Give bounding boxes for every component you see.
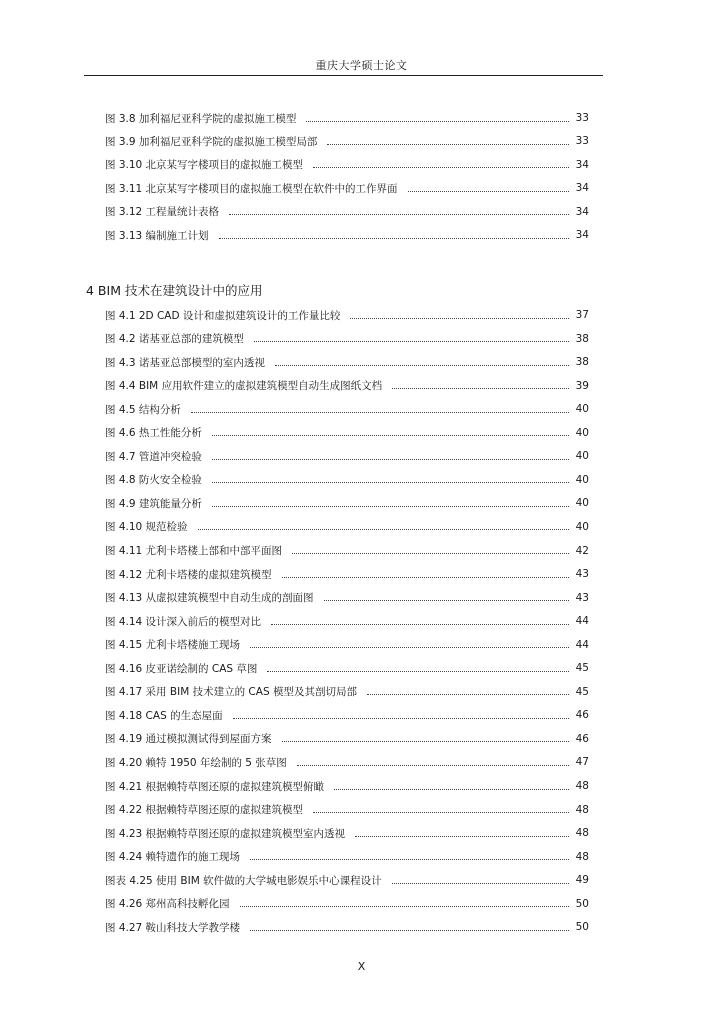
dot-leader xyxy=(229,214,569,215)
toc-entry-label: 图 4.23 根据赖特草图还原的虚拟建筑模型室内透视 xyxy=(105,827,346,840)
toc-entry-page: 43 xyxy=(575,568,589,581)
toc-entry-page: 34 xyxy=(575,158,589,171)
toc-entry[interactable] xyxy=(105,637,589,653)
toc-entry[interactable] xyxy=(105,307,589,323)
toc-entry[interactable] xyxy=(105,919,589,935)
toc-entry[interactable] xyxy=(105,731,589,747)
toc-entry-page: 48 xyxy=(575,780,589,792)
dot-leader xyxy=(367,694,569,695)
toc-entry[interactable] xyxy=(105,401,589,417)
toc-entry-label: 图 4.12 尤利卡塔楼的虚拟建筑模型 xyxy=(105,568,272,581)
dot-leader xyxy=(350,318,569,319)
dot-leader xyxy=(324,600,569,601)
toc-entry-label: 图 4.2 诺基亚总部的建筑模型 xyxy=(105,333,244,346)
dot-leader xyxy=(313,167,569,168)
toc-entry-page: 45 xyxy=(575,685,589,698)
toc-entry[interactable] xyxy=(105,872,589,888)
toc-entry-label: 图 3.8 加利福尼亚科学院的虚拟施工模型 xyxy=(105,112,297,125)
dot-leader xyxy=(254,341,569,342)
toc-entry[interactable] xyxy=(105,354,589,370)
toc-entry-label: 图 4.19 通过模拟测试得到屋面方案 xyxy=(105,733,272,746)
dot-leader xyxy=(212,482,569,483)
toc-entry-page: 40 xyxy=(575,473,589,486)
toc-entry[interactable] xyxy=(105,754,589,770)
toc-entry-page: 50 xyxy=(575,921,589,934)
toc-entry-label: 图 4.13 从虚拟建筑模型中自动生成的剖面图 xyxy=(105,592,314,605)
dot-leader xyxy=(292,553,569,554)
toc-entry-page: 44 xyxy=(575,638,589,651)
dot-leader xyxy=(275,365,569,366)
dot-leader xyxy=(240,906,569,907)
toc-entry-label: 图 4.14 设计深入前后的模型对比 xyxy=(105,615,262,628)
dot-leader xyxy=(408,191,569,192)
dot-leader xyxy=(313,812,569,813)
dot-leader xyxy=(282,577,569,578)
dot-leader xyxy=(250,647,569,648)
toc-entry-page: 47 xyxy=(575,756,589,769)
toc-entry-label: 图 4.17 采用 BIM 技术建立的 CAS 模型及其剖切局部 xyxy=(105,686,357,699)
toc-entry[interactable] xyxy=(105,849,589,865)
header-rule xyxy=(84,75,603,76)
toc-entry-label: 图 3.11 北京某写字楼项目的虚拟施工模型在软件中的工作界面 xyxy=(105,182,398,195)
section-heading: 4 BIM 技术在建筑设计中的应用 xyxy=(86,283,263,298)
toc-entry-page: 34 xyxy=(575,229,589,241)
toc-entry[interactable] xyxy=(105,613,589,629)
toc-entry-page: 48 xyxy=(575,803,589,816)
dot-leader xyxy=(219,238,569,239)
toc-entry[interactable] xyxy=(105,590,589,606)
toc-entry-page: 34 xyxy=(575,182,589,195)
toc-entry[interactable] xyxy=(105,378,589,394)
toc-entry-page: 46 xyxy=(575,732,589,745)
dot-leader xyxy=(250,859,569,860)
toc-entry-page: 40 xyxy=(575,403,589,416)
toc-entry-label: 图 4.21 根据赖特草图还原的虚拟建筑模型俯瞰 xyxy=(105,780,325,793)
dot-leader xyxy=(233,718,569,719)
toc-entry-page: 50 xyxy=(575,897,589,910)
dot-leader xyxy=(267,671,569,672)
toc-entry-label: 图 3.10 北京某写字楼项目的虚拟施工模型 xyxy=(105,159,304,172)
toc-entry-label: 图 3.12 工程量统计表格 xyxy=(105,206,220,219)
toc-entry-label: 图 4.26 郑州高科技孵化园 xyxy=(105,898,230,911)
toc-entry-page: 48 xyxy=(575,850,589,863)
toc-entry[interactable] xyxy=(105,331,589,347)
dot-leader xyxy=(212,506,569,507)
dot-leader xyxy=(271,624,569,625)
page-number: X xyxy=(357,960,366,973)
toc-entry-page: 34 xyxy=(575,205,589,218)
toc-entry[interactable] xyxy=(105,495,589,511)
dot-leader xyxy=(198,529,569,530)
toc-entry[interactable] xyxy=(105,707,589,723)
toc-entry-page: 33 xyxy=(575,112,589,124)
toc-entry[interactable] xyxy=(105,896,589,912)
toc-entry-label: 图 4.11 尤利卡塔楼上部和中部平面图 xyxy=(105,545,283,557)
toc-entry[interactable] xyxy=(105,425,589,441)
dot-leader xyxy=(282,741,569,742)
toc-entry-page: 46 xyxy=(575,709,589,722)
dot-leader xyxy=(306,121,569,122)
toc-entry-page: 40 xyxy=(575,450,589,463)
dot-leader xyxy=(212,459,569,460)
toc-entry-label: 图 4.8 防火安全检验 xyxy=(105,474,202,487)
toc-entry[interactable] xyxy=(105,778,589,794)
toc-entry-label: 图 4.9 建筑能量分析 xyxy=(105,497,202,510)
toc-entry[interactable] xyxy=(105,110,589,126)
toc-entry-page: 33 xyxy=(575,135,589,148)
toc-entry-page: 45 xyxy=(575,662,589,675)
toc-entry-label: 图表 4.25 使用 BIM 软件做的大学城电影娱乐中心课程设计 xyxy=(105,874,382,887)
toc-entry-label: 图 3.9 加利福尼亚科学院的虚拟施工模型局部 xyxy=(105,135,318,148)
dot-leader xyxy=(334,789,569,790)
toc-entry[interactable] xyxy=(105,660,589,676)
toc-entry-label: 图 4.15 尤利卡塔楼施工现场 xyxy=(105,639,241,652)
toc-entry-page: 38 xyxy=(575,332,589,345)
toc-entry[interactable] xyxy=(105,448,589,464)
page-header-title: 重庆大学硕士论文 xyxy=(315,59,408,72)
toc-entry[interactable] xyxy=(105,825,589,841)
toc-entry-page: 49 xyxy=(575,874,589,887)
toc-entry[interactable] xyxy=(105,133,589,149)
dot-leader xyxy=(392,388,569,389)
toc-entry-label: 图 4.22 根据赖特草图还原的虚拟建筑模型 xyxy=(105,804,304,817)
toc-entry[interactable] xyxy=(105,204,589,220)
toc-entry[interactable] xyxy=(105,566,589,582)
toc-entry-label: 图 4.5 结构分析 xyxy=(105,403,181,416)
dot-leader xyxy=(191,412,569,413)
dot-leader xyxy=(327,144,569,145)
toc-entry-page: 40 xyxy=(575,520,589,533)
toc-entry-page: 38 xyxy=(575,356,589,369)
toc-entry-page: 42 xyxy=(575,544,589,557)
toc-entry-label: 图 4.4 BIM 应用软件建立的虚拟建筑模型自动生成图纸文档 xyxy=(105,380,383,393)
toc-entry-label: 图 3.13 编制施工计划 xyxy=(105,229,209,242)
dot-leader xyxy=(297,765,569,766)
toc-entry-label: 图 4.10 规范检验 xyxy=(105,521,188,534)
toc-entry-label: 图 4.1 2D CAD 设计和虚拟建筑设计的工作量比较 xyxy=(105,309,341,322)
toc-entry-page: 44 xyxy=(575,615,589,628)
dot-leader xyxy=(250,930,569,931)
toc-entry[interactable] xyxy=(105,180,589,196)
toc-entry-label: 图 4.3 诺基亚总部模型的室内透视 xyxy=(105,356,265,369)
dot-leader xyxy=(212,435,569,436)
dot-leader xyxy=(355,836,569,837)
toc-entry-label: 图 4.27 鞍山科技大学教学楼 xyxy=(105,921,241,934)
toc-entry-page: 40 xyxy=(575,426,589,439)
toc-entry[interactable] xyxy=(105,157,589,173)
dot-leader xyxy=(392,883,569,884)
toc-entry-page: 40 xyxy=(575,497,589,510)
toc-entry-page: 43 xyxy=(575,591,589,604)
toc-entry[interactable] xyxy=(105,472,589,488)
toc-entry-label: 图 4.16 皮亚诺绘制的 CAS 草图 xyxy=(105,662,258,675)
toc-entry-label: 图 4.24 赖特遗作的施工现场 xyxy=(105,851,241,864)
toc-entry[interactable] xyxy=(105,543,589,559)
toc-entry[interactable] xyxy=(105,684,589,700)
toc-entry-page: 37 xyxy=(575,309,589,321)
toc-entry-label: 图 4.7 管道冲突检验 xyxy=(105,450,202,463)
toc-entry-label: 图 4.6 热工性能分析 xyxy=(105,427,202,440)
toc-entry-label: 图 4.20 赖特 1950 年绘制的 5 张草图 xyxy=(105,756,287,769)
toc-entry[interactable] xyxy=(105,519,589,535)
toc-entry-page: 39 xyxy=(575,379,589,392)
toc-entry[interactable] xyxy=(105,802,589,818)
toc-entry[interactable] xyxy=(105,227,589,243)
toc-entry-label: 图 4.18 CAS 的生态屋面 xyxy=(105,709,223,722)
toc-entry-page: 48 xyxy=(575,827,589,840)
